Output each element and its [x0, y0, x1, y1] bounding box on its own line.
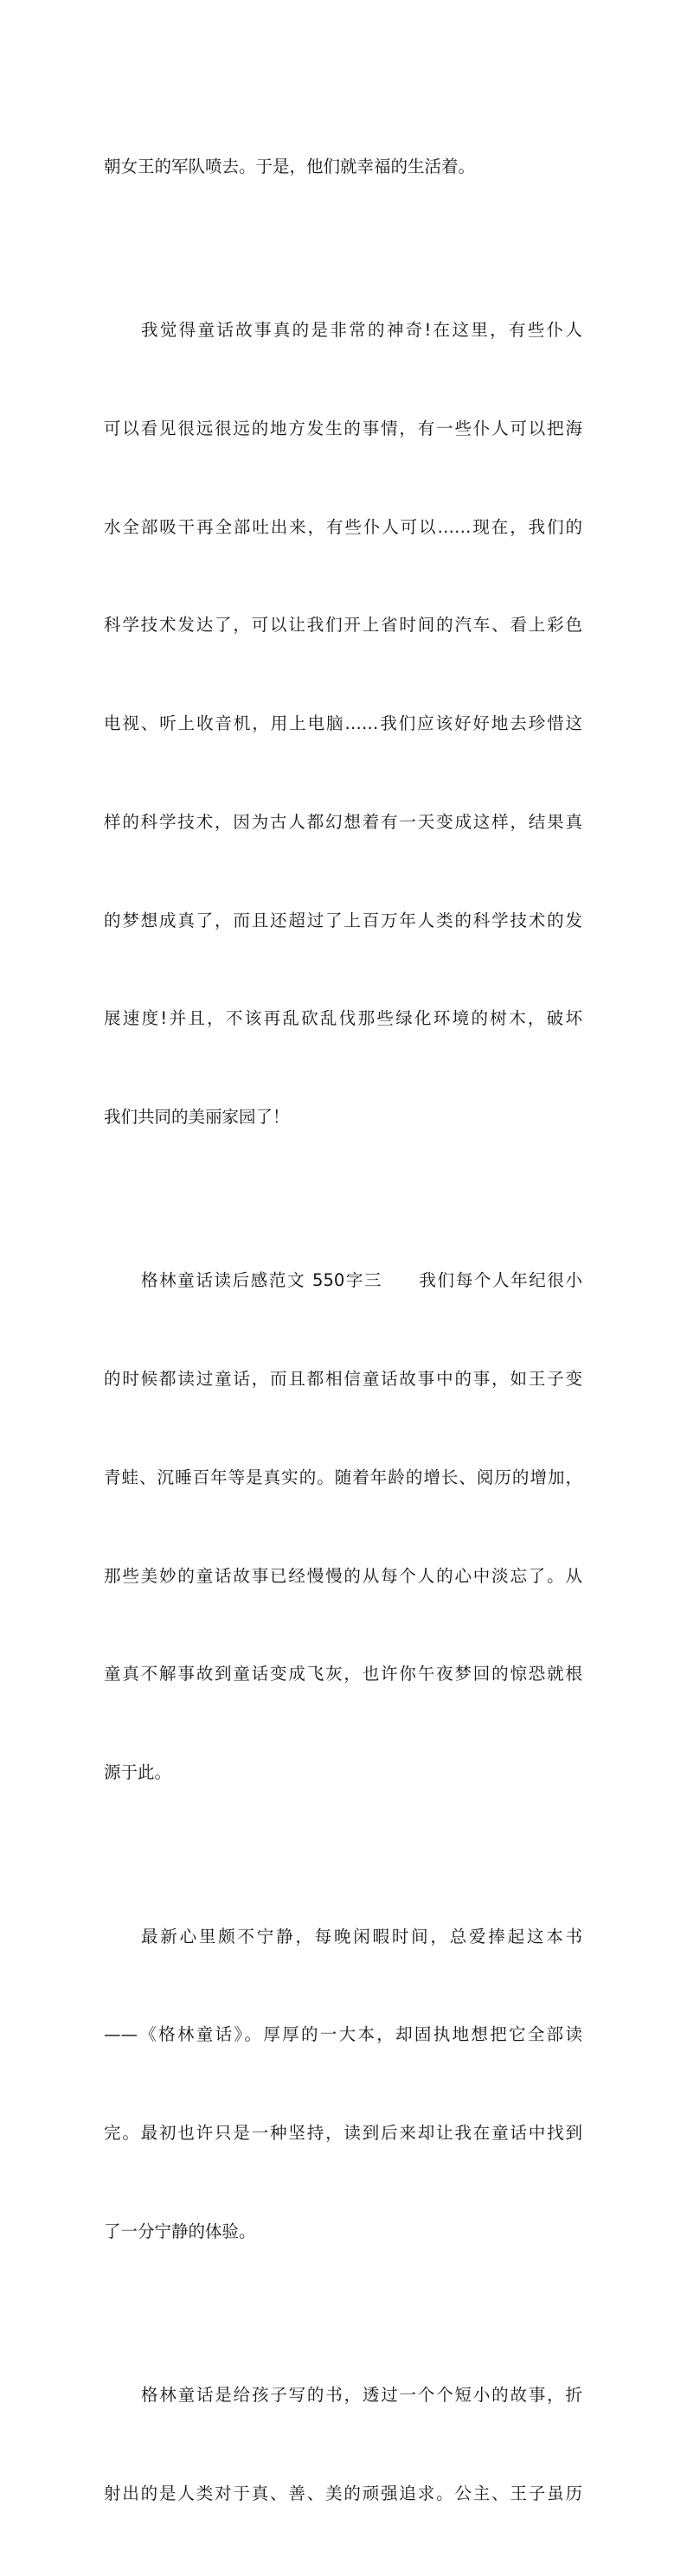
text-line: 可以看见很远很远的地方发生的事情，有一些仆人可以把海 [104, 419, 582, 439]
text-line: 我们共同的美丽家园了！ [104, 1106, 290, 1127]
text-line: 的梦想成真了，而且还超过了上百万年人类的科学技术的发 [104, 910, 582, 930]
text-line: 格林童话读后感范文 550字三 我们每个人年纪很小 [141, 1270, 582, 1291]
text-line: 源于此。 [104, 1761, 172, 1782]
paragraph [104, 1855, 582, 2314]
text-line: 最新心里颇不宁静，每晚闲暇时间，总爱捧起这本书 [141, 1926, 582, 1946]
text-line: 了一分宁静的体验。 [104, 2221, 256, 2241]
text-line: 那些美妙的童话故事已经慢慢的从每个人的心中淡忘了。从 [104, 1565, 582, 1586]
text-line: 完。最初也许只是一种坚持，读到后来却让我在童话中找到 [104, 2122, 582, 2143]
text-line: 我觉得童话故事真的是非常的神奇!在这里，有些仆人 [141, 320, 582, 341]
text-line: 展速度!并且，不该再乱砍乱伐那些绿化环境的树木，破坏 [104, 1008, 582, 1029]
paragraph [104, 1199, 582, 1855]
paragraph [104, 249, 582, 1199]
text-line: 样的科学技术，因为古人都幻想着有一天变成这样，结果真 [104, 811, 582, 832]
text-line: 射出的是人类对于真、善、美的顽强追求。公主、王子虽历 [104, 2483, 582, 2503]
paragraph [104, 85, 582, 249]
text-line: 水全部吸干再全部吐出来，有些仆人可以……现在，我们的 [104, 516, 582, 537]
document-body [104, 85, 582, 2576]
text-line: 电视、听上收音机，用上电脑……我们应该好好地去珍惜这 [104, 713, 582, 734]
text-line: 科学技术发达了，可以让我们开上省时间的汽车、看上彩色 [104, 615, 582, 636]
text-line: ——《格林童话》。厚厚的一大本，却固执地想把它全部读 [104, 2024, 582, 2045]
text-line: 青蛙、沉睡百年等是真实的。随着年龄的增长、阅历的增加， [104, 1467, 582, 1487]
paragraph [104, 2313, 582, 2575]
text-line: 的时候都读过童话，而且都相信童话故事中的事，如王子变 [104, 1369, 582, 1390]
text-line: 格林童话是给孩子写的书，透过一个个短小的故事，折 [141, 2385, 582, 2406]
text-line: 朝女王的军队喷去。于是，他们就幸福的生活着。 [104, 156, 476, 176]
text-line: 童真不解事故到童话变成飞灰，也许你午夜梦回的惊恐就根 [104, 1664, 582, 1684]
